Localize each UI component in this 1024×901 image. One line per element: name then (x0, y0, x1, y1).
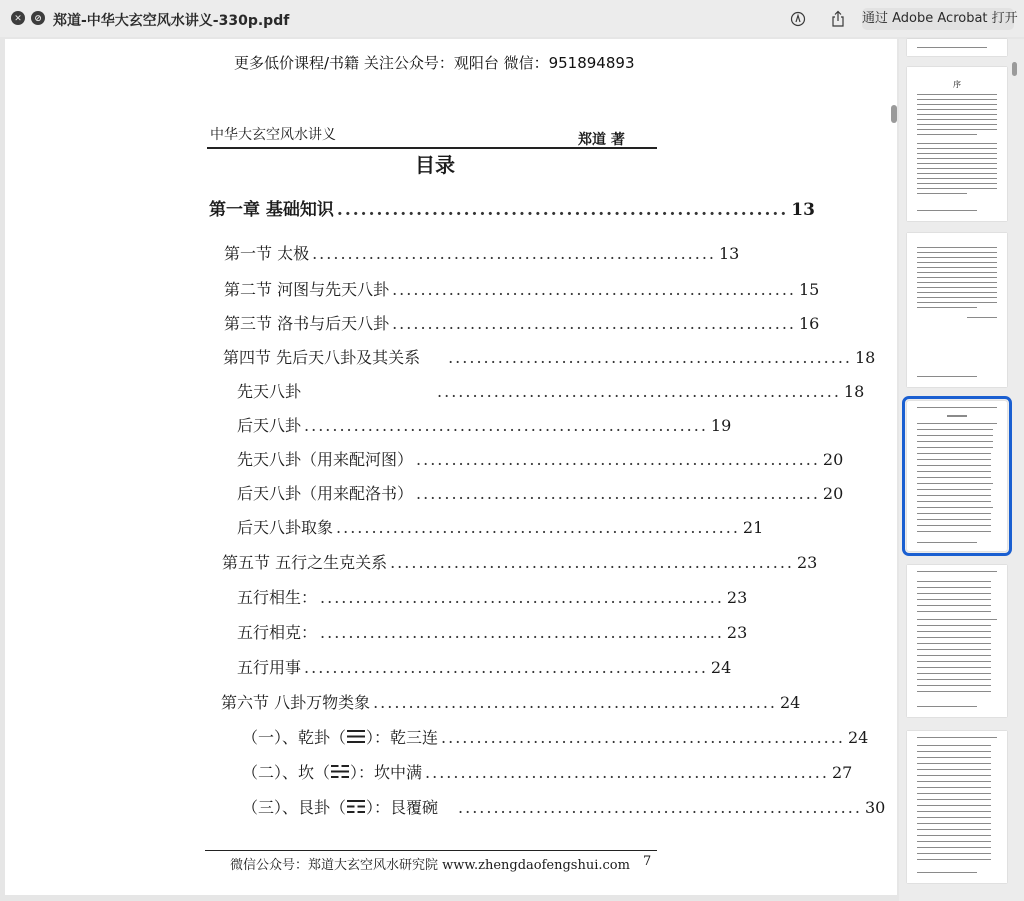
toc-heading: 目录 (415, 153, 455, 177)
watermark-text: 更多低价课程/书籍 关注公众号：观阳台 微信：951894893 (234, 54, 635, 72)
share-icon[interactable] (828, 9, 848, 29)
toc-entry[interactable] (242, 762, 853, 784)
toc-label: 第六节 八卦万物类象 (221, 693, 371, 712)
toc-page: 18 (843, 382, 865, 401)
pdf-page (5, 39, 897, 895)
sidebar-scrollbar-thumb[interactable] (1012, 62, 1017, 76)
toc-entry[interactable] (224, 279, 820, 301)
toc-entry[interactable] (242, 797, 886, 819)
toc-page: 21 (742, 518, 764, 537)
toc-entry[interactable] (237, 587, 748, 609)
open-in-acrobat-button[interactable]: 通过 Adobe Acrobat 打开 (862, 8, 1014, 30)
toc-page: 30 (864, 798, 886, 817)
document-viewer[interactable] (5, 39, 897, 895)
toc-label: 第四节 先后天八卦及其关系 (223, 348, 421, 367)
toc-entry[interactable] (209, 199, 815, 221)
toc-entry[interactable] (223, 347, 876, 369)
markup-pen-icon[interactable] (788, 9, 808, 29)
toc-label: 五行用事 (237, 658, 302, 677)
gen-trigram-icon (347, 800, 365, 813)
toc-entry[interactable] (242, 727, 869, 749)
toc-label: 五行相克： (237, 623, 318, 642)
toc-label: 第三节 洛书与后天八卦 (224, 314, 390, 333)
toc-label: 第一节 太极 (224, 244, 310, 263)
toc-label: 第五节 五行之生克关系 (222, 553, 388, 572)
toc-label: 先天八卦（用来配河图） (237, 450, 414, 469)
toc-entry[interactable] (224, 313, 820, 335)
title-bar (0, 0, 1024, 37)
toc-leader: ......................................................... (336, 518, 740, 537)
toc-entry[interactable] (237, 517, 764, 539)
toc-entry[interactable] (237, 449, 844, 471)
page-thumbnail[interactable] (907, 39, 1007, 56)
toc-page: 18 (855, 348, 876, 367)
toc-page: 24 (710, 658, 732, 677)
toc-leader: ......................................................... (320, 623, 724, 642)
toc-label: 后天八卦（用来配洛书） (237, 484, 414, 503)
toc-entry[interactable] (221, 692, 801, 714)
toc-leader: ......................................................... (392, 280, 796, 299)
toc-page: 27 (831, 763, 853, 782)
toc-entry[interactable] (237, 381, 865, 403)
toc-leader: ......................................................... (448, 348, 852, 367)
toc-leader: ......................................................... (441, 728, 845, 747)
toc-label: 第二节 河图与先天八卦 (224, 280, 390, 299)
toc-label: 先天八卦 (237, 382, 302, 401)
toc-leader: ......................................................... (304, 416, 708, 435)
toc-label-start: （一）、乾卦（ (242, 728, 347, 747)
page-thumbnail[interactable] (907, 565, 1007, 717)
page-thumbnail[interactable] (907, 67, 1007, 221)
toc-label-start: （二）、坎（ (242, 763, 331, 782)
toc-leader: ......................................................... (373, 693, 777, 712)
toc-leader: ......................................................... (304, 658, 708, 677)
toc-page: 15 (799, 280, 820, 299)
toc-leader: ......................................................... (416, 450, 820, 469)
page-footer: 微信公众号：郑道大玄空风水研究院 www.zhengdaofengshui.com (230, 858, 630, 873)
window-title: 郑道-中华大玄空风水讲义-330p.pdf (53, 13, 290, 29)
page-thumbnail[interactable] (907, 731, 1007, 883)
toc-label: 后天八卦 (237, 416, 302, 435)
thumbnail-title: 序 (953, 80, 961, 89)
minimize-icon[interactable]: ⊘ (31, 11, 45, 25)
toc-label-end: ）：乾三连 (366, 728, 439, 747)
footer-rule (205, 850, 657, 851)
toc-page: 23 (797, 553, 818, 572)
toc-entry[interactable] (237, 622, 748, 644)
toc-label: 五行相生： (237, 588, 318, 607)
toc-entry[interactable] (237, 657, 732, 679)
qian-trigram-icon (347, 730, 365, 743)
toc-leader: ......................................................... (312, 244, 716, 263)
toc-page: 13 (719, 244, 740, 263)
page-thumbnail-selected[interactable] (907, 401, 1007, 551)
toc-page: 16 (799, 314, 820, 333)
toc-leader: ......................................................... (390, 553, 794, 572)
close-icon[interactable]: ✕ (11, 11, 25, 25)
toc-label-start: （三）、艮卦（ (242, 798, 347, 817)
toc-entry[interactable] (237, 483, 844, 505)
toc-entry[interactable] (237, 415, 732, 437)
thumbnail-sidebar[interactable] (899, 39, 1024, 901)
toc-leader: ......................................................... (437, 382, 841, 401)
toc-page: 20 (822, 450, 844, 469)
toc-entry[interactable] (224, 243, 740, 265)
toc-page: 24 (847, 728, 869, 747)
toc-leader: ......................................................... (320, 588, 724, 607)
toc-leader: ......................................................... (425, 763, 829, 782)
toc-leader: ......................................................... (336, 200, 789, 220)
toc-label-end: ）：艮覆碗 (366, 798, 439, 817)
toc-page: 20 (822, 484, 844, 503)
toc-leader: ......................................................... (458, 798, 862, 817)
toc-entry[interactable] (222, 552, 818, 574)
toc-label: 后天八卦取象 (237, 518, 334, 537)
toc-page: 19 (710, 416, 732, 435)
main-scrollbar-thumb[interactable] (891, 105, 897, 123)
toc-page: 13 (791, 200, 815, 220)
toc-leader: ......................................................... (416, 484, 820, 503)
page-thumbnail[interactable] (907, 233, 1007, 387)
toc-page: 23 (726, 623, 748, 642)
kan-trigram-icon (331, 765, 349, 778)
toc-label-end: ）：坎中满 (350, 763, 423, 782)
author: 郑道 著 (578, 132, 625, 148)
book-title: 中华大玄空风水讲义 (210, 127, 336, 143)
toc-page: 23 (726, 588, 748, 607)
toc-page: 24 (780, 693, 801, 712)
toc-leader: ......................................................... (392, 314, 796, 333)
toc-label: 第一章 基础知识 (209, 200, 334, 220)
page-number: 7 (643, 854, 652, 869)
